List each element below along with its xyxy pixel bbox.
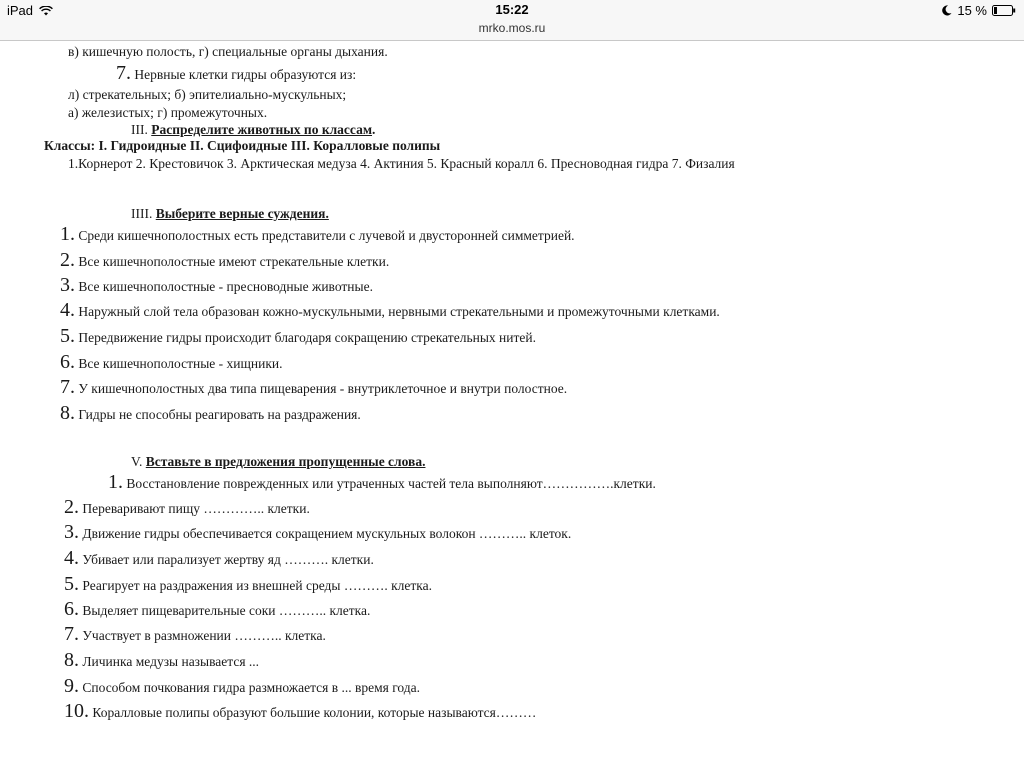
item-number: 6. — [60, 351, 75, 373]
item-text: Движение гидры обеспечивается сокращением мускульных волокон ……….. клеток. — [82, 526, 572, 541]
item-text: Передвижение гидры происходит благодаря сокращению стрекательных нитей. — [78, 330, 536, 345]
status-bar — [0, 0, 1024, 41]
status-right — [942, 3, 1016, 18]
classes-line: Классы: I. Гидроидные II. Сцифоидные III. Коралловые полипы — [44, 138, 441, 153]
item-text: Все кишечнополостные - пресноводные животные. — [78, 279, 373, 294]
list-item — [108, 471, 656, 493]
clock: 15:22 — [495, 2, 529, 17]
question-7 — [116, 62, 357, 84]
q7-options-line1: л) стрекательных; б) эпителиально-мускульных; — [68, 87, 347, 102]
item-text: Способом почкования гидра размножается в ... время года. — [82, 680, 421, 695]
item-text: Участвует в размножении ……….. клетка. — [82, 628, 326, 643]
item-text: Восстановление поврежденных или утраченных частей тела выполняют…………….клетки. — [126, 476, 656, 491]
item-number: 2. — [64, 496, 79, 518]
item-number: 8. — [60, 402, 75, 424]
moon-icon — [942, 5, 952, 16]
item-text: Наружный слой тела образован кожно-мускульными, нервными стрекательными и промежуточными клетками. — [78, 304, 720, 319]
list-item — [64, 573, 432, 595]
item-number: 5. — [60, 325, 75, 347]
list-item — [64, 598, 371, 620]
section-title-dot: . — [372, 122, 376, 137]
list-item — [60, 274, 373, 296]
item-number: 1. — [108, 471, 123, 493]
item-text: Личинка медузы называется ... — [82, 654, 260, 669]
item-number: 7. — [60, 376, 75, 398]
list-item — [60, 351, 283, 373]
list-item — [64, 623, 326, 645]
list-item — [60, 249, 390, 271]
item-number: 1. — [60, 223, 75, 245]
item-number: 5. — [64, 573, 79, 595]
item-text: Все кишечнополостные - хищники. — [78, 356, 283, 371]
item-number: 10. — [64, 700, 89, 722]
item-number: 4. — [64, 547, 79, 569]
item-number: 2. — [60, 249, 75, 271]
item-text: Переваривают пищу ………….. клетки. — [82, 501, 310, 516]
list-item — [60, 325, 536, 347]
list-item — [60, 299, 720, 321]
section-title: Выберите верные суждения. — [155, 206, 329, 221]
item-text: Среди кишечнополостных есть представители с лучевой и двусторонней симметрией. — [78, 228, 575, 243]
item-text: Убивает или парализует жертву яд ………. клетки. — [82, 552, 374, 567]
list-item — [64, 675, 421, 697]
section-prefix: III. — [131, 122, 148, 137]
list-item — [64, 649, 260, 671]
list-item — [64, 700, 537, 722]
battery-icon — [992, 5, 1016, 16]
battery-percent: 15 % — [957, 3, 987, 18]
address-bar-url[interactable]: mrko.mos.ru — [478, 21, 546, 35]
section-title: Вставьте в предложения пропущенные слова. — [145, 454, 426, 469]
document-page — [0, 41, 1024, 768]
partial-top-line: в) кишечную полость, г) специальные органы дыхания. — [68, 44, 388, 59]
section-4-heading — [131, 205, 329, 222]
section-prefix: V. — [131, 454, 143, 469]
item-text: У кишечнополостных два типа пищеварения - внутриклеточное и внутри полостное. — [78, 381, 568, 396]
item-text: Гидры не способны реагировать на раздражения. — [78, 407, 361, 422]
item-number: 3. — [60, 274, 75, 296]
item-text: Выделяет пищеварительные соки ……….. клетка. — [82, 603, 371, 618]
item-number: 8. — [64, 649, 79, 671]
device-label: iPad — [7, 3, 34, 18]
section-title: Распределите животных по классам — [151, 122, 373, 137]
item-number: 6. — [64, 598, 79, 620]
q7-options-line2: а) железистых; г) промежуточных. — [68, 105, 268, 120]
section-3-heading — [131, 121, 375, 138]
item-text: Все кишечнополостные имеют стрекательные клетки. — [78, 254, 390, 269]
animals-line: 1.Корнерот 2. Крестовичок 3. Арктическая медуза 4. Актиния 5. Красный коралл 6. Пресноводная гидра 7. Физалия — [68, 156, 735, 171]
item-number: 3. — [64, 521, 79, 543]
question-number: 7. — [116, 62, 131, 84]
item-number: 9. — [64, 675, 79, 697]
question-text: Нервные клетки гидры образуются из: — [134, 67, 357, 82]
section-5-heading — [131, 453, 425, 470]
list-item — [60, 376, 568, 398]
list-item — [60, 402, 361, 424]
item-text: Коралловые полипы образуют большие колонии, которые называются……… — [92, 705, 537, 720]
list-item — [64, 496, 310, 518]
list-item — [64, 521, 572, 543]
item-number: 4. — [60, 299, 75, 321]
item-number: 7. — [64, 623, 79, 645]
item-text: Реагирует на раздражения из внешней среды ………. клетка. — [82, 578, 432, 593]
list-item — [64, 547, 374, 569]
list-item — [60, 223, 575, 245]
section-prefix: IIII. — [131, 206, 153, 221]
